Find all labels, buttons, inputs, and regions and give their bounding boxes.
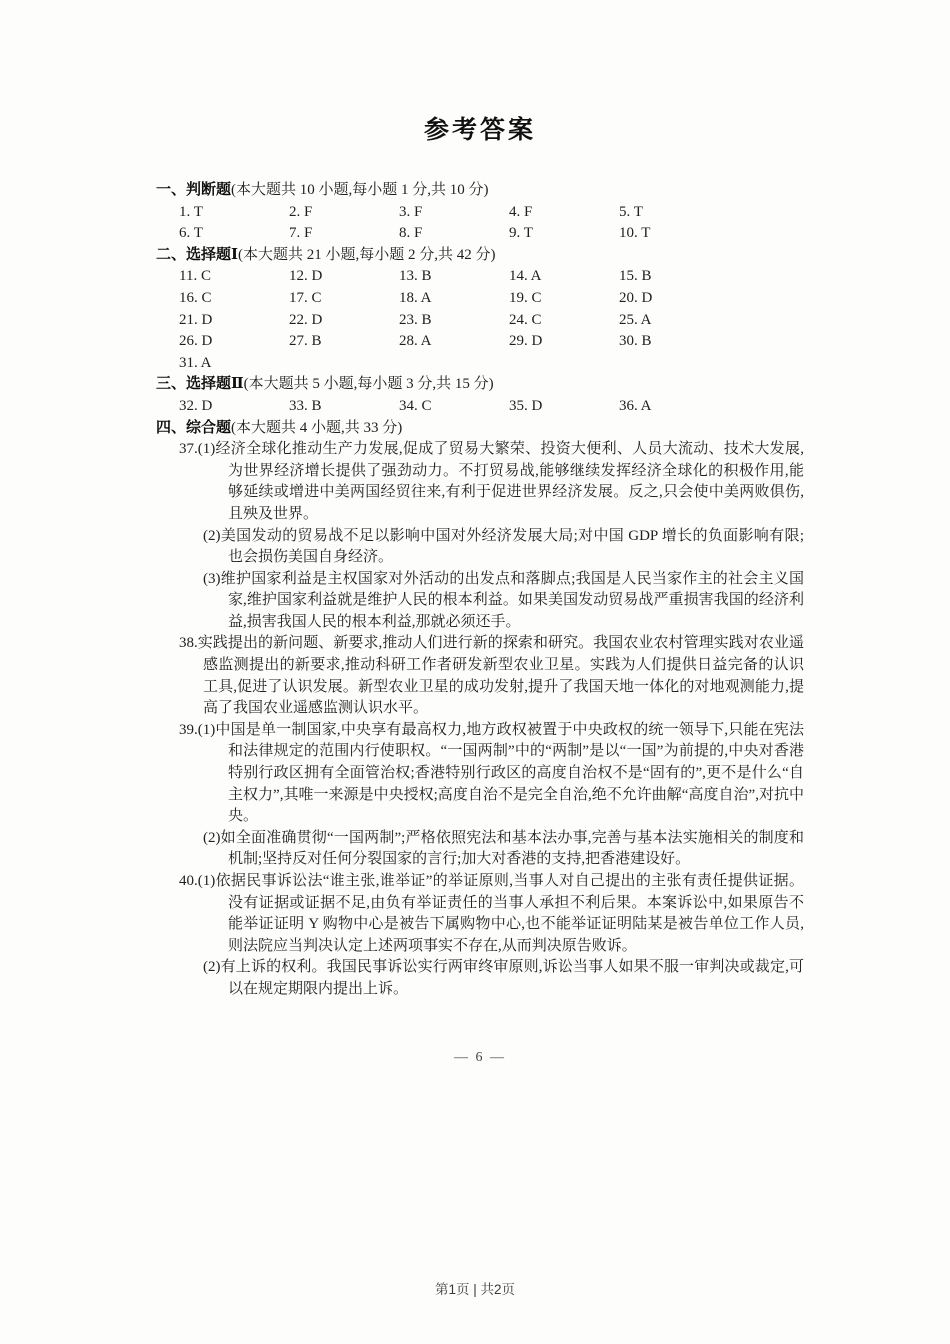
section-name: 二、选择题Ⅰ — [156, 246, 239, 263]
answer-paragraph-37-2 — [179, 526, 804, 569]
answer-item: 15. B — [619, 268, 652, 285]
answer-item: 7. F — [289, 225, 313, 242]
page-number: — 6 — — [454, 1049, 506, 1065]
section-name: 四、综合题 — [156, 419, 232, 436]
section-heading-comprehensive — [156, 418, 804, 440]
answer-item: 24. C — [509, 311, 542, 328]
section-heading-choice-1 — [156, 245, 804, 267]
answer-item: 34. C — [399, 397, 432, 414]
answer-item: 30. B — [619, 333, 652, 350]
section-note: (本大题共 4 小题,共 33 分) — [231, 419, 403, 436]
answer-text: 美国发动的贸易战不足以影响中国对外经济发展大局;对中国 GDP 增长的负面影响有限;也会损伤美国自身经济。 — [220, 527, 804, 566]
answer-item: 9. T — [509, 225, 533, 242]
answer-text: 维护国家利益是主权国家对外活动的出发点和落脚点;我国是人民当家作主的社会主义国家,维护国家利益就是维护人民的根本利益。如果美国发动贸易战严重损害我国的经济利益,损害我国人民的根本利益,那就必须还手。 — [220, 570, 804, 630]
section-heading-judgment — [156, 180, 804, 202]
answer-paragraph-37-3 — [179, 569, 804, 634]
answer-grid-choice-1 — [156, 266, 804, 374]
answer-item: 14. A — [509, 268, 542, 285]
question-number: 37. — [179, 441, 198, 458]
answer-text: 实践提出的新问题、新要求,推动人们进行新的探索和研究。我国农业农村管理实践对农业遥感监测提出的新要求,推动科研工作者研发新型农业卫星。实践为人们提供日益完备的认识工具,促进了认识发展。新型农业卫星的成功发射,提升了我国天地一体化的对地观测能力,提高了我国农业遥感监测认识水平。 — [197, 635, 804, 717]
section-heading-choice-2 — [156, 374, 804, 396]
document-body — [156, 0, 804, 1068]
answer-item: 23. B — [399, 311, 432, 328]
section-note: (本大题共 21 小题,每小题 2 分,共 42 分) — [238, 246, 496, 263]
answer-item: 1. T — [179, 203, 203, 220]
answer-item: 11. C — [179, 268, 211, 285]
part-label: (2) — [203, 829, 221, 846]
answer-item: 8. F — [399, 225, 423, 242]
answer-item: 28. A — [399, 333, 432, 350]
answer-item: 2. F — [289, 203, 313, 220]
answer-item: 18. A — [399, 289, 432, 306]
answer-item: 22. D — [289, 311, 323, 328]
answer-paragraph-37-1 — [179, 439, 804, 525]
part-label: (1) — [197, 721, 216, 738]
answer-item: 33. B — [289, 397, 322, 414]
answer-item: 16. C — [179, 289, 212, 306]
answer-item: 31. A — [179, 354, 212, 371]
answer-paragraph-39-1 — [179, 720, 804, 828]
answer-item: 12. D — [289, 268, 323, 285]
answer-text: 如全面准确贯彻“一国两制”;严格依照宪法和基本法办事,完善与基本法实施相关的制度和机制;坚持反对任何分裂国家的言行;加大对香港的支持,把香港建设好。 — [220, 829, 804, 868]
answer-item: 17. C — [289, 289, 322, 306]
part-label: (3) — [203, 570, 221, 587]
answer-item: 25. A — [619, 311, 652, 328]
answer-paragraph-38 — [179, 633, 804, 719]
answer-text: 有上诉的权利。我国民事诉讼实行两审终审原则,诉讼当事人如果不服一审判决或裁定,可以在规定期限内提出上诉。 — [220, 959, 804, 997]
answer-item: 13. B — [399, 268, 432, 285]
answer-item: 5. T — [619, 203, 643, 220]
answer-text: 依据民事诉讼法“谁主张,谁举证”的举证原则,当事人对自己提出的主张有责任提供证据。没有证据或证据不足,由负有举证责任的当事人承担不利后果。本案诉讼中,如果原告不能举证证明 Y 购物中心是被告下属购物中心,也不能举证证明陆某是被告单位工作人员,则法院应当判决认定上述两项事实不存在,从而判决原告败诉。 — [215, 873, 804, 954]
question-number: 39. — [179, 721, 198, 738]
part-label: (1) — [197, 441, 216, 458]
question-number: 40. — [179, 873, 198, 889]
answer-paragraph-40-2 — [179, 957, 804, 1000]
answer-item: 3. F — [399, 203, 423, 220]
answer-item: 36. A — [619, 397, 652, 414]
answer-text: 经济全球化推动生产力发展,促成了贸易大繁荣、投资大便利、人员大流动、技术大发展,为世界经济增长提供了强劲动力。不打贸易战,能够继续发挥经济全球化的积极作用,能够延续或增进中美两国经贸往来,有利于促进世界经济发展。反之,只会使中美两败俱伤,且殃及世界。 — [215, 441, 804, 522]
answer-item: 21. D — [179, 311, 213, 328]
question-number: 38. — [179, 635, 198, 652]
viewer-page-indicator: 第1页 | 共2页 — [434, 1282, 516, 1297]
part-label: (2) — [203, 959, 221, 976]
answer-item: 27. B — [289, 333, 322, 350]
answer-paragraph-39-2 — [179, 828, 804, 871]
answer-item: 20. D — [619, 289, 653, 306]
answer-text: 中国是单一制国家,中央享有最高权力,地方政权被置于中央政权的统一领导下,只能在宪法和法律规定的范围内行使职权。“一国两制”中的“两制”是以“一国”为前提的,中央对香港特别行政区拥有全面管治权;香港特别行政区的高度自治权不是“固有的”,更不是什么“自主权力”,其唯一来源是中央授权;高度自治不是完全自治,绝不允许曲解“高度自治”,对抗中央。 — [215, 721, 804, 825]
answer-item: 29. D — [509, 333, 543, 350]
answer-paragraph-40-1 — [179, 871, 804, 957]
part-label: (1) — [197, 873, 216, 889]
section-name: 一、判断题 — [156, 182, 232, 198]
section-note: (本大题共 5 小题,每小题 3 分,共 15 分) — [243, 376, 494, 393]
answer-grid-judgment — [156, 202, 804, 245]
answer-item: 32. D — [179, 397, 213, 414]
section-name: 三、选择题Ⅱ — [156, 376, 244, 393]
answer-item: 26. D — [179, 333, 213, 350]
section-note: (本大题共 10 小题,每小题 1 分,共 10 分) — [231, 182, 489, 198]
answer-item: 6. T — [179, 225, 203, 242]
document-title: 参考答案 — [423, 117, 536, 144]
part-label: (2) — [203, 527, 221, 544]
answer-item: 19. C — [509, 289, 542, 306]
answer-item: 35. D — [509, 397, 543, 414]
answer-grid-choice-2 — [156, 396, 804, 418]
answer-item: 4. F — [509, 203, 533, 220]
comprehensive-answers — [156, 439, 804, 1000]
answer-item: 10. T — [619, 225, 651, 242]
